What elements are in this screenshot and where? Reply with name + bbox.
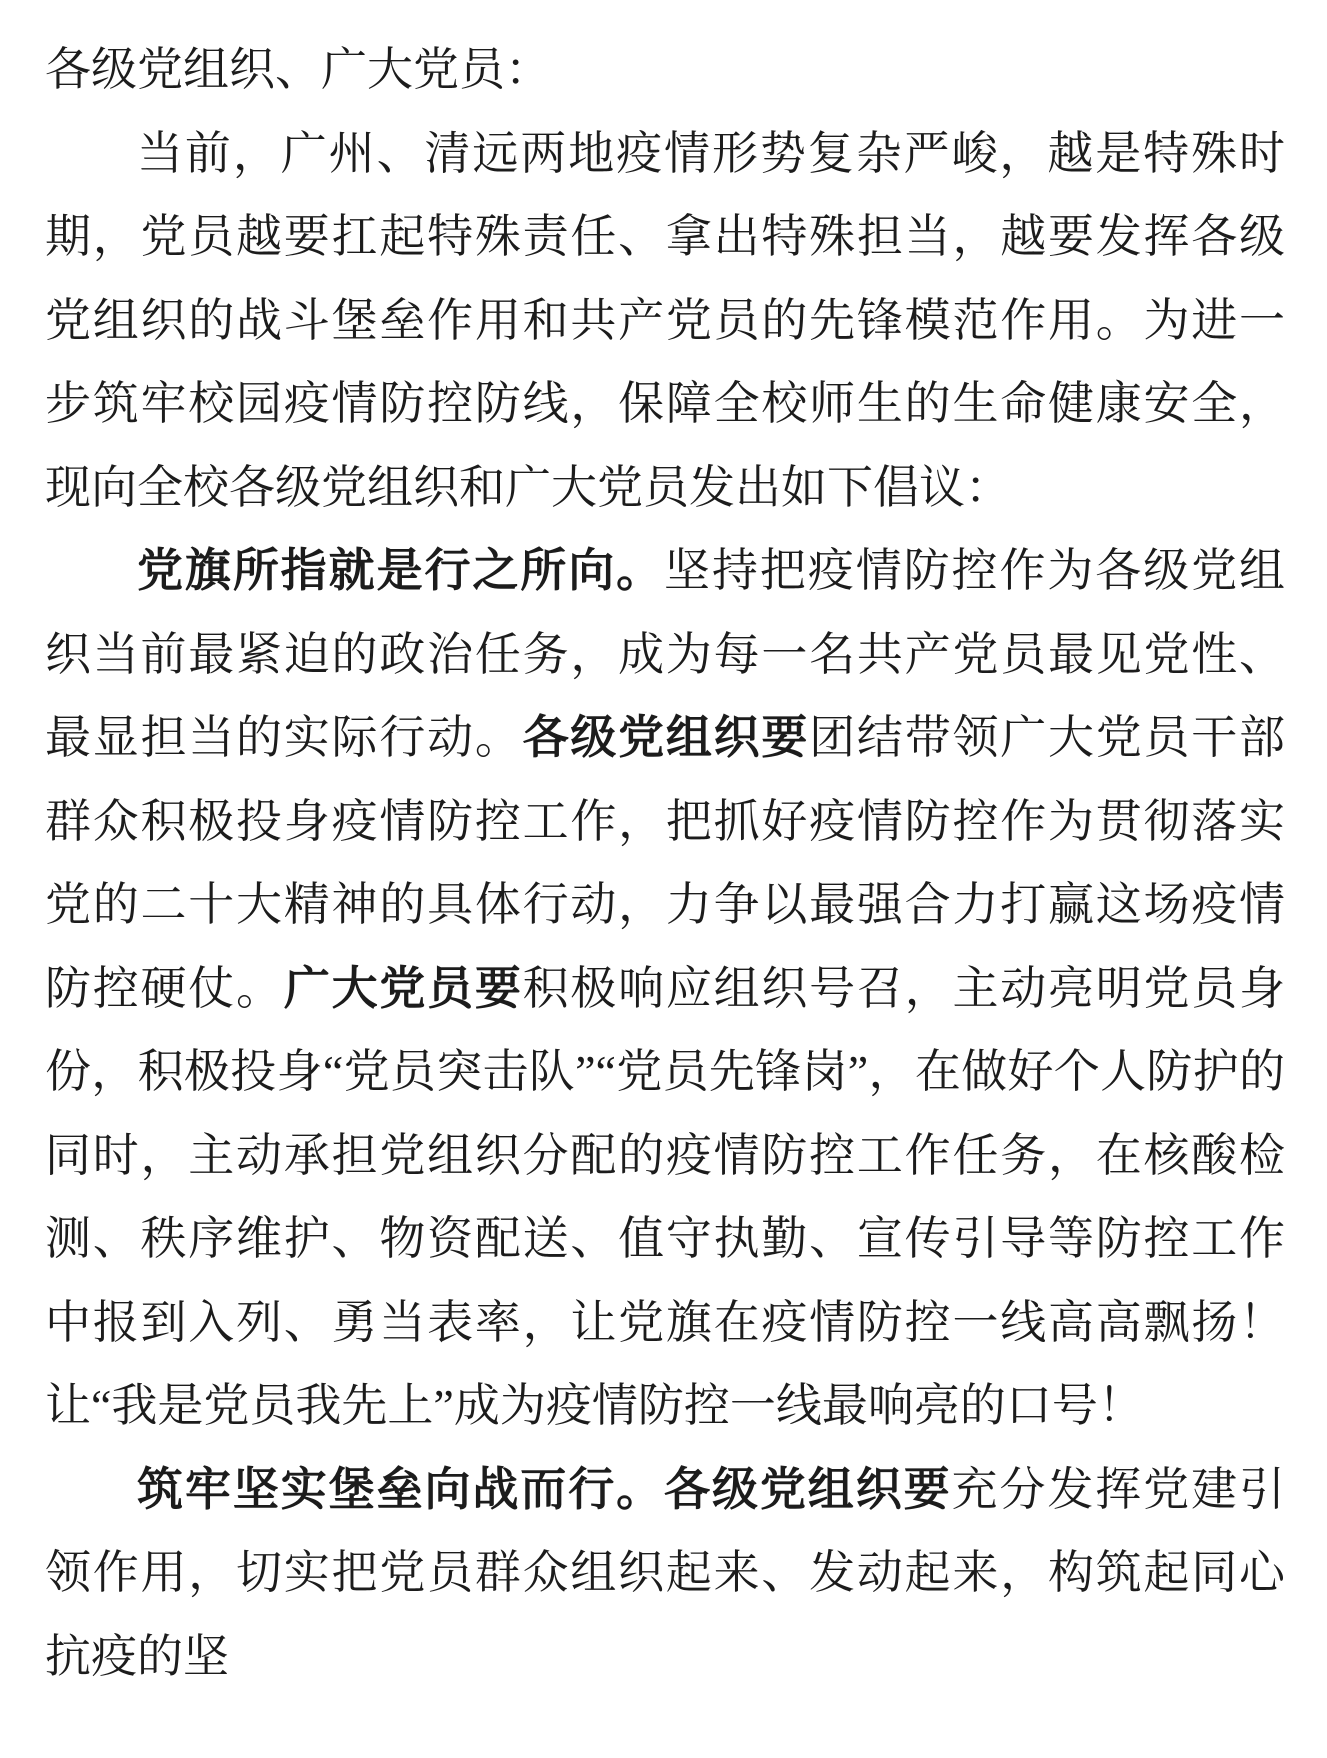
section-flag-bold-members: 广大党员要 — [283, 961, 523, 1014]
paragraph-intro-text: 当前，广州、清远两地疫情形势复杂严峻，越是特殊时期，党员越要扛起特殊责任、拿出特殊担当，越要发挥各级党组织的战斗堡垒作用和共产党员的先锋模范作用。为进一步筑牢校园疫情防控防线，保障全校师生的生命健康安全，现向全校各级党组织和广大党员发出如下倡议： — [45, 127, 1285, 513]
paragraph-section-fortress — [45, 1448, 1285, 1699]
section-flag-text-1: 坚持把疫情防控作为各级党组织当前最紧迫的政治任务，成为每一名共产党员最见党性、最显担当的实际行动。 — [45, 545, 1286, 763]
paragraph-intro — [45, 112, 1285, 530]
section-fortress-text: 充分发挥党建引领作用，切实把党员群众组织起来、发动起来，构筑起同心抗疫的坚 — [45, 1463, 1286, 1682]
section-flag-heading: 党旗所指就是行之所向。 — [137, 544, 665, 596]
section-flag-bold-org: 各级党组织要 — [522, 711, 810, 763]
paragraph-section-flag — [45, 529, 1285, 1448]
section-flag-text-2: 团结带领广大党员干部群众积极投身疫情防控工作，把抓好疫情防控作为贯彻落实党的二十大精神的具体行动，力争以最强合力打赢这场疫情防控硬仗。 — [45, 712, 1286, 1014]
section-flag-text-3: 积极响应组织号召，主动亮明党员身份，积极投身“党员突击队”“党员先锋岗”，在做好个人防护的同时，主动承担党组织分配的疫情防控工作任务，在核酸检测、秩序维护、物资配送、值守执勤、宣传引导等防控工作中报到入列、勇当表率，让党旗在疫情防控一线高高飘扬！让“我是党员我先上”成为疫情防控一线最响亮的口号！ — [45, 962, 1286, 1431]
salutation-line: 各级党组织、广大党员： — [45, 44, 551, 95]
section-fortress-heading: 筑牢坚实堡垒向战而行。各级党组织要 — [137, 1462, 952, 1515]
